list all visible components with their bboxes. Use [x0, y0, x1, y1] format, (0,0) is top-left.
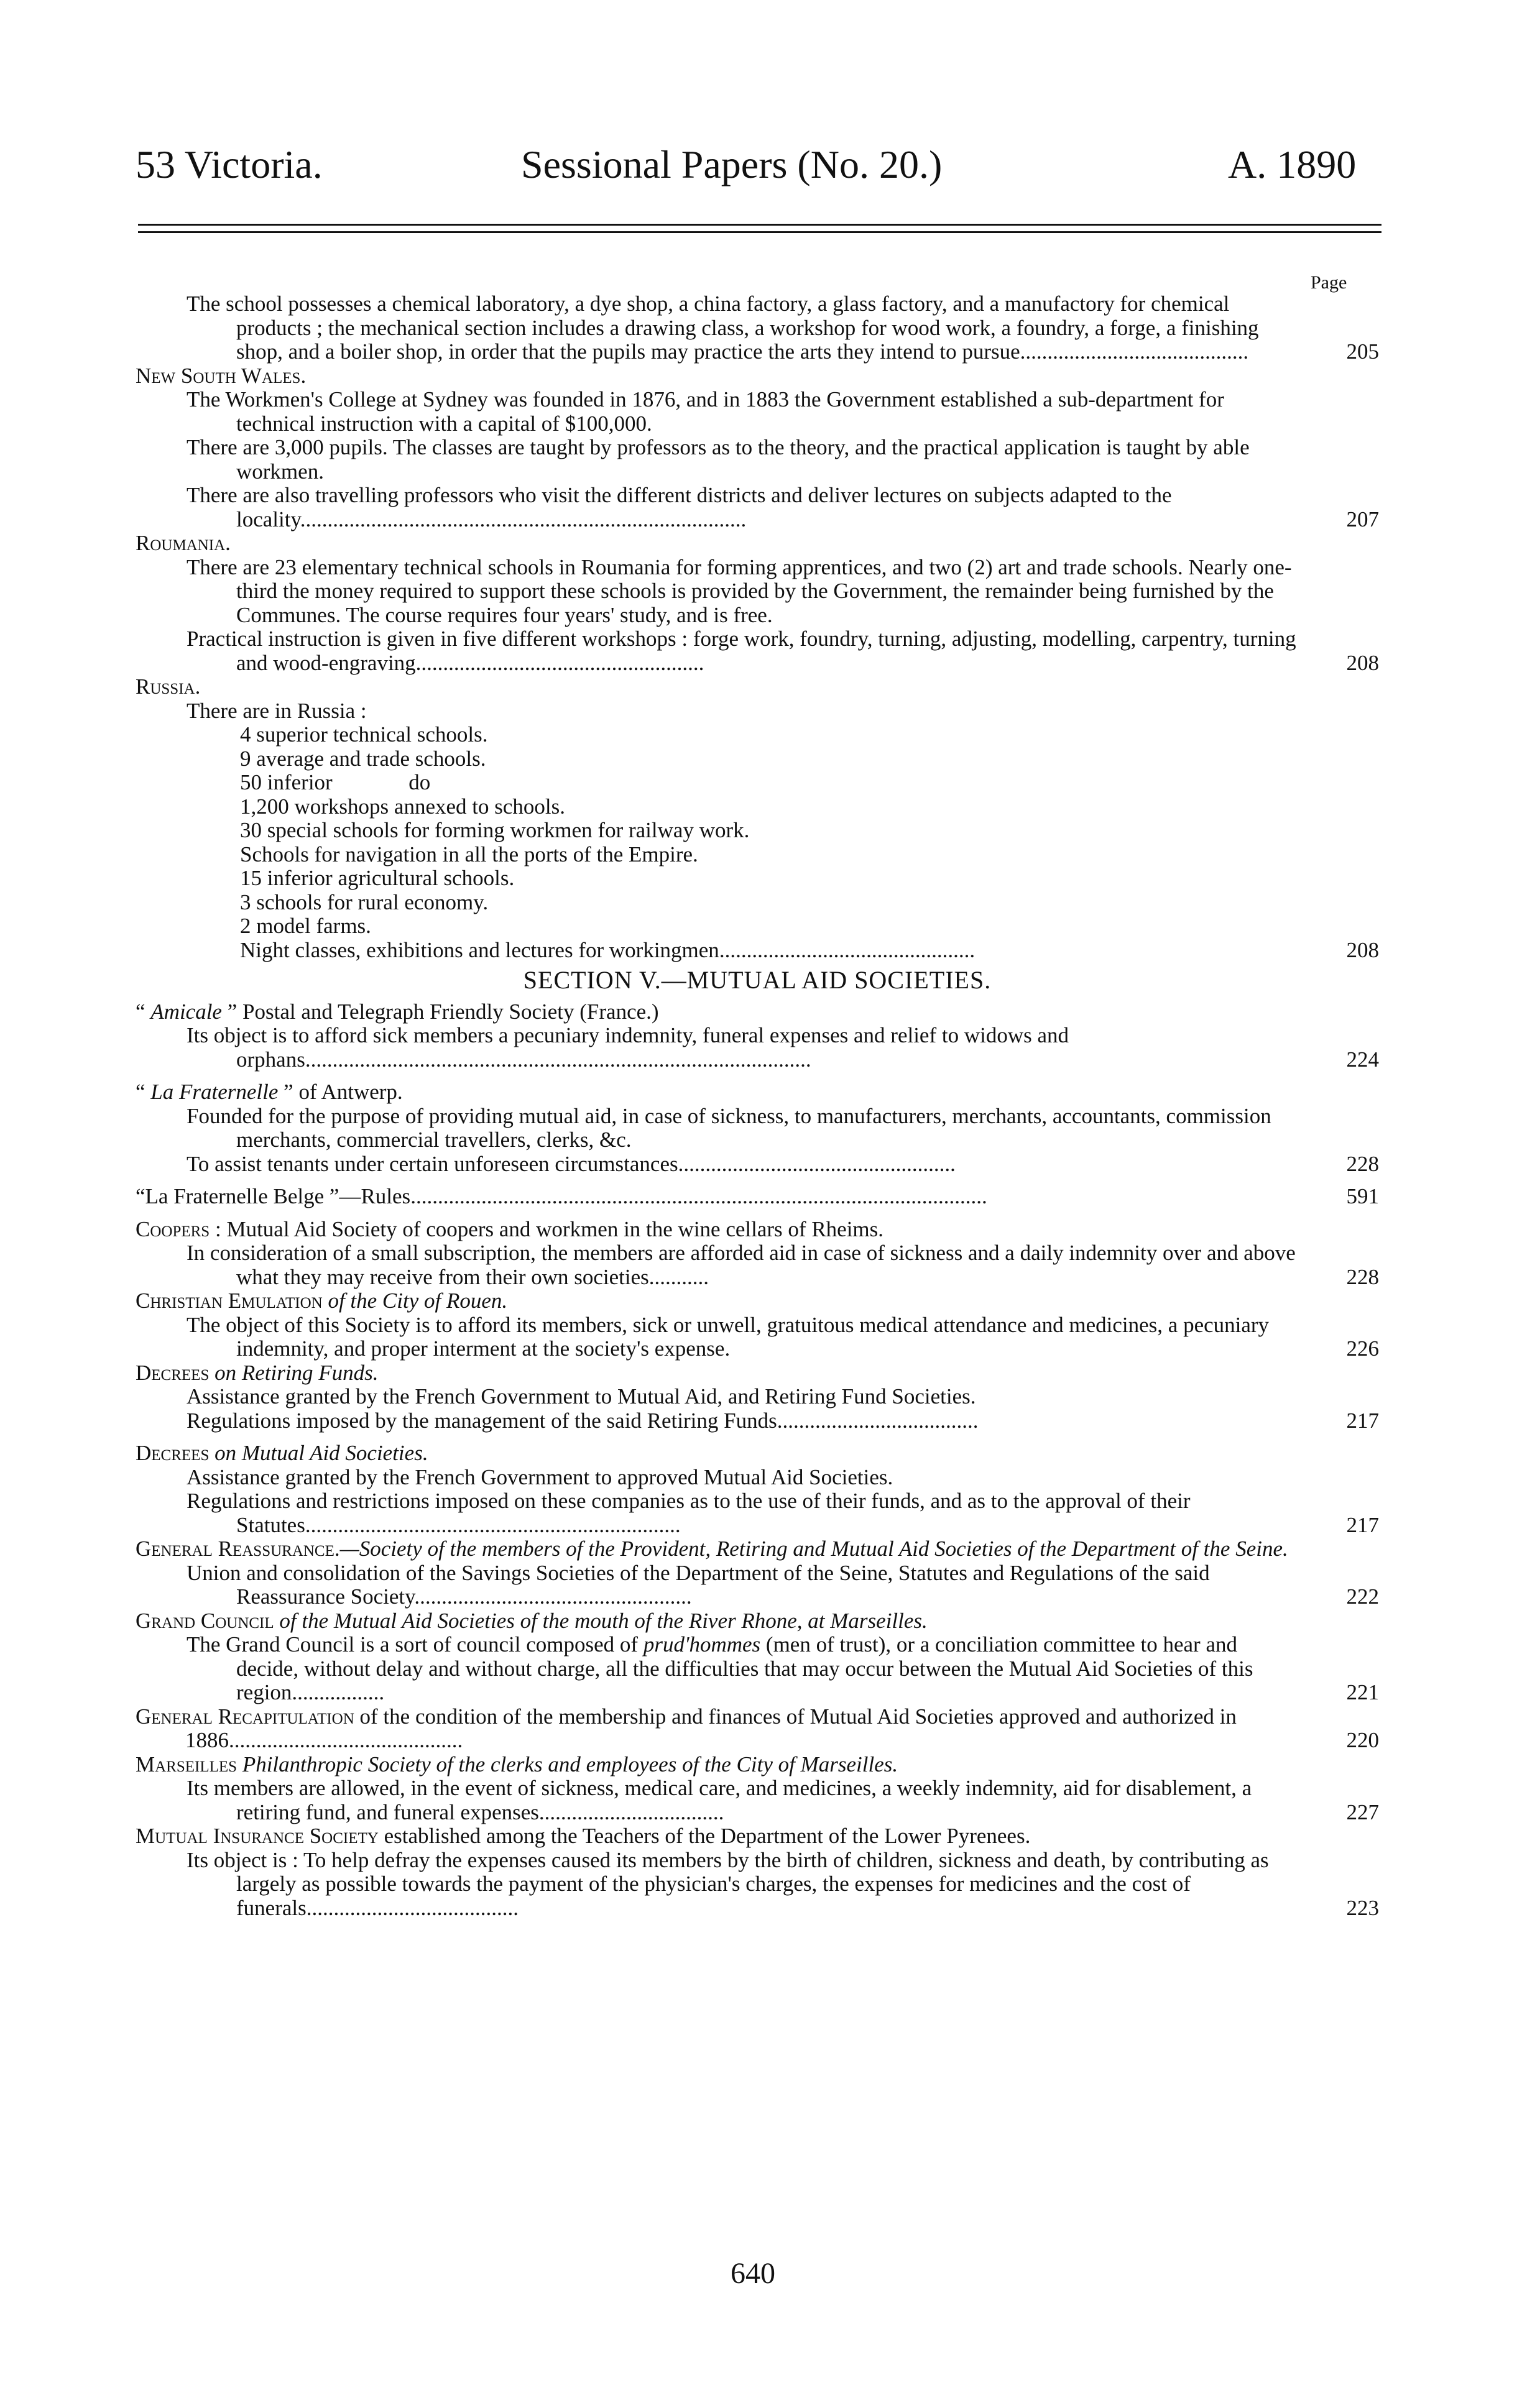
paragraph: [136, 1409, 1379, 1433]
paragraph: The object of this Society is to afford its members, sick or unwell, gratuitous medical attendance and medicines, a pecuniary indemnity, and proper interment at the society's expense.: [187, 1312, 1270, 1361]
section-heading: New South Wales.: [136, 363, 307, 388]
header-center: Sessional Papers (No. 20.): [521, 142, 943, 186]
quote-open: “: [136, 1080, 151, 1104]
list-item: 4 superior technical schools.: [240, 722, 488, 747]
paragraph-text: Practical instruction is given in five different workshops : forge work, foundry, turning, adjusting, modelling, carpentry, turning and wood-engraving: [187, 627, 1296, 675]
entry-heading: Marseilles: [136, 1752, 238, 1776]
paragraph-text: Regulations imposed by the management of the said Retiring Funds: [187, 1408, 777, 1433]
entry-title-rest: : Mutual Aid Society of coopers and workmen in the wine cellars of Rheims.: [210, 1216, 884, 1241]
leader-dots: .............................................................................................: [305, 1047, 811, 1072]
page-number: 220: [1346, 1728, 1379, 1752]
paragraph: [136, 1024, 1379, 1072]
entry-title-italic: —Society of the members of the Provident, Retiring and Mutual Aid Societies of the Department of the Seine.: [339, 1537, 1288, 1561]
page-number: 217: [1346, 1512, 1379, 1537]
page-number: 217: [1346, 1408, 1379, 1433]
entry-title-italic: Amicale: [150, 999, 222, 1024]
entry-christian-emulation: [136, 1289, 1379, 1361]
paragraph-text: There are also travelling professors who visit the different districts and deliver lectures on subjects adapted to the locality: [187, 483, 1172, 531]
entry-amicale: [136, 1000, 1379, 1072]
entry-title-italic: Philanthropic Society of the clerks and employees of the City of Marseilles.: [237, 1752, 898, 1776]
leader-dots: .......................................: [306, 1895, 519, 1920]
entry-title: [136, 1537, 1379, 1561]
entry-roumania: [136, 531, 1379, 675]
page-column-label: Page: [1311, 272, 1347, 293]
header-rule-top: [138, 224, 1381, 226]
list-item: 9 average and trade schools.: [240, 746, 486, 771]
entry-text: [136, 292, 1379, 364]
paragraph: The Workmen's College at Sydney was founded in 1876, and in 1883 the Government established a sub-department for technical instruction with a capital of $100,000.: [187, 387, 1224, 436]
list-item: Schools for navigation in all the ports of the Empire.: [240, 842, 698, 866]
paragraph: There are 23 elementary technical schools in Roumania for forming apprentices, and two (2) art and trade schools. Nearly one-third the money required to support these schools is provided by the Government, the remainder being furnished by the Communes. The course requires four years' study, and is free.: [187, 554, 1292, 627]
leader-dots: ..................................: [538, 1799, 724, 1824]
leader-dots: .....................................................: [415, 650, 704, 675]
entry-title-rest: of the condition of the membership and finances of Mutual Aid Societies approved and authorized in 1886: [185, 1704, 1237, 1752]
entry-title: [136, 1000, 1379, 1024]
page-footer-number: 640: [731, 2257, 775, 2290]
entry-decrees-retiring: [136, 1361, 1379, 1433]
list-item: 1,200 workshops annexed to schools.: [240, 794, 566, 819]
page-number: 205: [1346, 339, 1379, 364]
paragraph-text: (men of trust), or a conciliation committee to hear and decide, without delay and without charge, all the difficulties that may occur between the Mutual Aid Societies of this region: [236, 1632, 1253, 1704]
russia-list: [136, 723, 1379, 962]
section-heading: Roumania.: [136, 531, 231, 555]
leader-dots: ...................................................: [414, 1584, 692, 1609]
page-number: 591: [1346, 1184, 1379, 1208]
leader-dots: .................: [292, 1680, 385, 1704]
entry-new-south-wales: [136, 364, 1379, 532]
page-number: 207: [1346, 507, 1379, 531]
paragraph: There are in Russia :: [187, 698, 367, 723]
entry-title: [136, 1609, 1379, 1634]
page-number: 228: [1346, 1151, 1379, 1176]
paragraph-text: The Grand Council is a sort of council composed of: [187, 1632, 643, 1657]
entry-title: [136, 1753, 1379, 1777]
entry-heading: Grand Council: [136, 1608, 274, 1633]
entry-heading: Mutual Insurance Society: [136, 1824, 379, 1848]
header-right: A. 1890: [1228, 142, 1357, 186]
entry-title-italic: of the Mutual Aid Societies of the mouth of the River Rhone, at Marseilles.: [274, 1608, 928, 1633]
section-heading: Russia.: [136, 674, 201, 699]
page-number: 222: [1346, 1584, 1379, 1609]
entry-decrees-mutual: [136, 1441, 1379, 1537]
paragraph: Assistance granted by the French Government to Mutual Aid, and Retiring Fund Societies.: [187, 1384, 976, 1408]
leader-dots: .....................................................................: [305, 1512, 681, 1537]
paragraph-text: In consideration of a small subscription, the members are afforded aid in case of sickness and a daily indemnity over and above what they may receive from their own societies: [187, 1241, 1296, 1289]
entry-grand-council: [136, 1609, 1379, 1705]
entry-title: [136, 1080, 1379, 1105]
list-item: 50 inferior do: [240, 770, 431, 794]
paragraph-text: “La Fraternelle Belge ”—Rules: [136, 1184, 411, 1208]
leader-dots: ..........................................: [1020, 339, 1249, 364]
entry-title: [136, 1441, 1379, 1466]
paragraph: [136, 1241, 1379, 1289]
paragraph: [136, 484, 1379, 531]
section-title: SECTION V.—MUTUAL AID SOCIETIES.: [523, 966, 992, 994]
leader-dots: ...............................................: [719, 937, 975, 962]
entry-school: [136, 292, 1379, 364]
document-body: [136, 292, 1379, 1920]
paragraph-text: Union and consolidation of the Savings Societies of the Department of the Seine, Statutes and Regulations of the said Reassurance Society: [187, 1560, 1210, 1609]
entry-marseilles: [136, 1753, 1379, 1825]
list-item: 2 model farms.: [240, 914, 371, 938]
page-number: 226: [1346, 1336, 1379, 1361]
paragraph: [136, 1849, 1379, 1921]
entry-heading: General Reassurance.: [136, 1537, 340, 1561]
paragraph-text: Its members are allowed, in the event of sickness, medical care, and medicines, a weekly indemnity, aid for disablement, a retiring fund, and funeral expenses: [187, 1776, 1252, 1824]
leader-dots: ..................................................................................: [300, 507, 747, 531]
page-number: 208: [1346, 937, 1379, 962]
header-left: 53 Victoria.: [136, 142, 323, 186]
page-number: 208: [1346, 650, 1379, 675]
entry-title-italic: on Retiring Funds.: [209, 1360, 379, 1385]
list-item: 3 schools for rural economy.: [240, 889, 489, 914]
leader-dots: .....................................: [777, 1408, 979, 1433]
entry-mutual-insurance: [136, 1824, 1379, 1920]
list-item: [240, 939, 1379, 963]
entry-title-italic: of the City of Rouen.: [322, 1289, 508, 1313]
entry-heading: Christian Emulation: [136, 1289, 323, 1313]
paragraph: [136, 1776, 1379, 1824]
entry-heading: General Recapitulation: [136, 1704, 354, 1729]
entry-belge: [136, 1185, 1379, 1209]
leader-dots: ...................................................: [678, 1151, 956, 1176]
entry-heading: Coopers: [136, 1216, 210, 1241]
entry-russia: [136, 675, 1379, 962]
entry-general-reassurance: [136, 1537, 1379, 1609]
quote-open: “: [136, 999, 151, 1024]
entry-general-recapitulation: [136, 1705, 1379, 1753]
entry-title: [136, 1824, 1379, 1849]
paragraph: [136, 1185, 1379, 1209]
entry-school-text: The school possesses a chemical laboratory, a dye shop, a china factory, a glass factory, and a manufactory for chemical products ; the mechanical section includes a drawing class, a workshop for wood work, a foundry, a forge, a finishing shop, and a boiler shop, in order that the pupils may practice the arts they intend to pursue: [187, 292, 1259, 364]
page-number: 224: [1346, 1047, 1379, 1072]
entry-title-rest: Postal and Telegraph Friendly Society (France.): [237, 999, 659, 1024]
paragraph: [136, 1633, 1379, 1705]
paragraph: There are 3,000 pupils. The classes are taught by professors as to the theory, and the practical application is taught by able workmen.: [187, 435, 1250, 484]
page-number: 223: [1346, 1895, 1379, 1920]
page-number: 221: [1346, 1680, 1379, 1704]
paragraph-italic: prud'hommes: [643, 1632, 761, 1657]
paragraph-text: Its object is to afford sick members a pecuniary indemnity, funeral expenses and relief to widows and orphans: [187, 1023, 1069, 1072]
paragraph-text: To assist tenants under certain unforeseen circumstances: [187, 1151, 678, 1176]
paragraph: [136, 1489, 1379, 1537]
leader-dots: ..........................................................................................................: [410, 1184, 987, 1208]
list-item-text: Night classes, exhibitions and lectures for workingmen: [240, 937, 719, 962]
leader-dots: ...........................................: [229, 1728, 463, 1752]
paragraph: [136, 1561, 1379, 1609]
list-item: 30 special schools for forming workmen for railway work.: [240, 818, 750, 842]
page-number: 228: [1346, 1264, 1379, 1289]
entry-heading: Decrees: [136, 1441, 210, 1465]
paragraph-text: Its object is : To help defray the expenses caused its members by the birth of children, sickness and death, by contributing as largely as possible towards the payment of the physician's charges, the expenses for medicines and the cost of funerals: [187, 1847, 1269, 1920]
entry-title-rest: established among the Teachers of the Department of the Lower Pyrenees.: [378, 1824, 1031, 1848]
header-rule-bottom: [138, 231, 1381, 233]
leader-dots: ...........: [648, 1264, 709, 1289]
paragraph-text: Regulations and restrictions imposed on these companies as to the use of their funds, and as to the approval of their Statutes: [187, 1489, 1191, 1537]
entry-title-italic: La Fraternelle: [150, 1080, 279, 1104]
entry-fraternelle: [136, 1080, 1379, 1176]
quote-close: ”: [278, 1080, 293, 1104]
entry-title: [136, 1289, 1379, 1313]
list-item: 15 inferior agricultural schools.: [240, 866, 515, 890]
quote-close: ”: [221, 999, 238, 1024]
paragraph: [136, 1152, 1379, 1177]
entry-title-rest: of Antwerp.: [293, 1080, 403, 1104]
entry-title-italic: on Mutual Aid Societies.: [209, 1441, 428, 1465]
entry-title: [136, 1705, 1379, 1753]
entry-heading: Decrees: [136, 1360, 210, 1385]
entry-title: [136, 1218, 1379, 1242]
paragraph: Founded for the purpose of providing mutual aid, in case of sickness, to manufacturers, merchants, accountants, commission merchants, commercial travellers, clerks, &c.: [187, 1103, 1271, 1152]
page-number: 227: [1346, 1799, 1379, 1824]
paragraph: [136, 627, 1379, 675]
entry-coopers: [136, 1218, 1379, 1290]
entry-title: [136, 1361, 1379, 1386]
paragraph: Assistance granted by the French Government to approved Mutual Aid Societies.: [187, 1464, 893, 1489]
